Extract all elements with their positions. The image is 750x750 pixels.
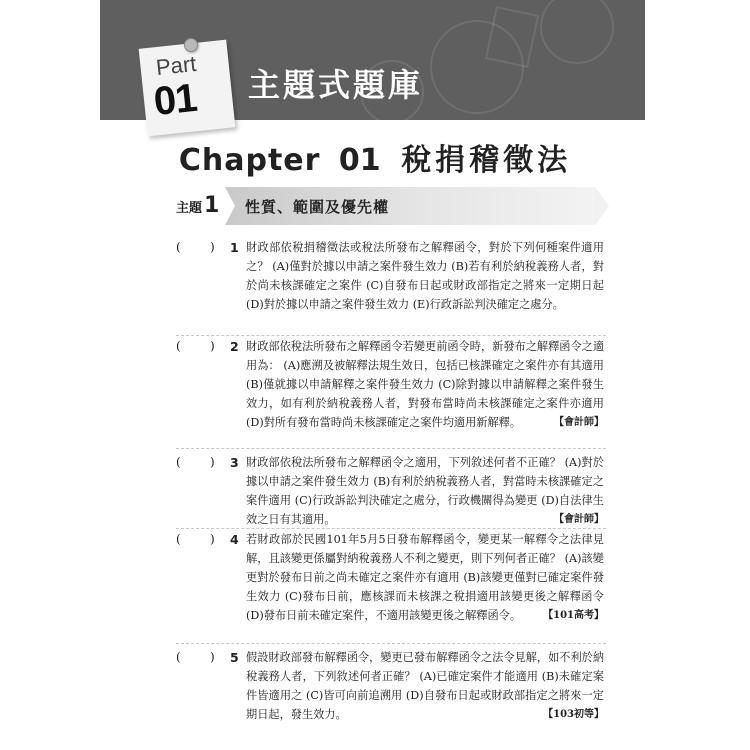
question-source: 【101高考】: [543, 610, 604, 621]
question-number: 1: [230, 240, 239, 255]
chapter-title: 稅捐稽徵法: [401, 143, 572, 178]
chapter-number: 01: [338, 143, 381, 178]
question-source: 【會計師】: [554, 417, 604, 428]
topic-word: 主題: [176, 201, 203, 216]
question-number: 4: [230, 532, 239, 547]
question-text: 若財政部於民國101年5月5日發布解釋函令，變更某一解釋令之法律見解，且該變更係屬對納稅義務人不利之變更，則下列何者正確？ (A)該變更對於發布日前之尚未確定之案件亦有適用 (B)該變更僅對已確定案件發生效力 (C)發布日前，應核課而未核課之稅捐適用該變更後之解釋函令 (D)發布日前未確定案件，不適用該變更後之解釋函令。 【101高考】: [246, 530, 604, 625]
part-number: 01: [151, 75, 199, 125]
question-number: 5: [230, 650, 239, 665]
question-source: 【103初等】: [543, 709, 604, 720]
topic-bar-notch: [225, 187, 235, 225]
chapter-heading: [0, 135, 750, 179]
part-label: Part: [154, 50, 198, 81]
question-divider: [176, 335, 606, 336]
banner-decoration: [485, 6, 539, 68]
topic-number: 1: [204, 193, 220, 218]
topic-bar-arrow: [595, 187, 609, 225]
chapter-label: Chapter: [178, 143, 321, 178]
question-source: 【會計師】: [554, 514, 604, 525]
question-text: 假設財政部發布解釋函令，變更已發布解釋函令之法令見解，如不利於納稅義務人者，下列敘述何者正確？ (A)已確定案件才能適用 (B)未確定案件皆適用之 (C)皆可向前追溯用 (D)自發布日起或財政部指定之將來一定期日起，發生效力。 【103初等】: [246, 648, 604, 724]
question-divider: [176, 528, 606, 529]
question-number: 3: [230, 455, 239, 470]
question-text: 財政部依稅法所發布之解釋函令若變更前函令時，新發布之解釋函令之適用為： (A)應溯及被解釋法規生效日，包括已核課確定之案件亦有其適用 (B)僅就據以申請解釋之案件發生效力 (C)除對據以申請解釋之案件發生效力，如有利於納稅義務人者，對發布當時尚未核課確定之案件亦適用 (D)對所有發布當時尚未核課確定之案件均適用新解釋。 【會計師】: [246, 337, 604, 432]
part-title: 主題式題庫: [248, 66, 424, 104]
question-text: 財政部依稅法所發布之解釋函令之適用，下列敘述何者不正確？ (A)對於據以申請之案件發生效力 (B)有利於納稅義務人者，對當時未核課確定之案件適用 (C)行政訴訟判決確定之處分，行政機關得為變更 (D)自法律生效之日有其適用。 【會計師】: [246, 453, 604, 529]
question-divider: [176, 448, 606, 449]
question-text: 財政部依稅捐稽徵法或稅法所發布之解釋函令，對於下列何種案件適用之？ (A)僅對於據以申請之案件發生效力 (B)若有利於納稅義務人者，對於尚未核課確定之案件 (C)自發布日起或財政部指定之將來一定期日起 (D)對於據以申請之案件發生效力 (E)行政訴訟判決確定之處分。: [246, 241, 604, 311]
topic-title: 性質、範圍及優先權: [245, 198, 390, 216]
question-divider: [176, 643, 606, 644]
banner-decoration: [540, 0, 614, 64]
pushpin-icon: [184, 38, 198, 52]
question-number: 2: [230, 339, 239, 354]
topic-label: [176, 193, 219, 218]
